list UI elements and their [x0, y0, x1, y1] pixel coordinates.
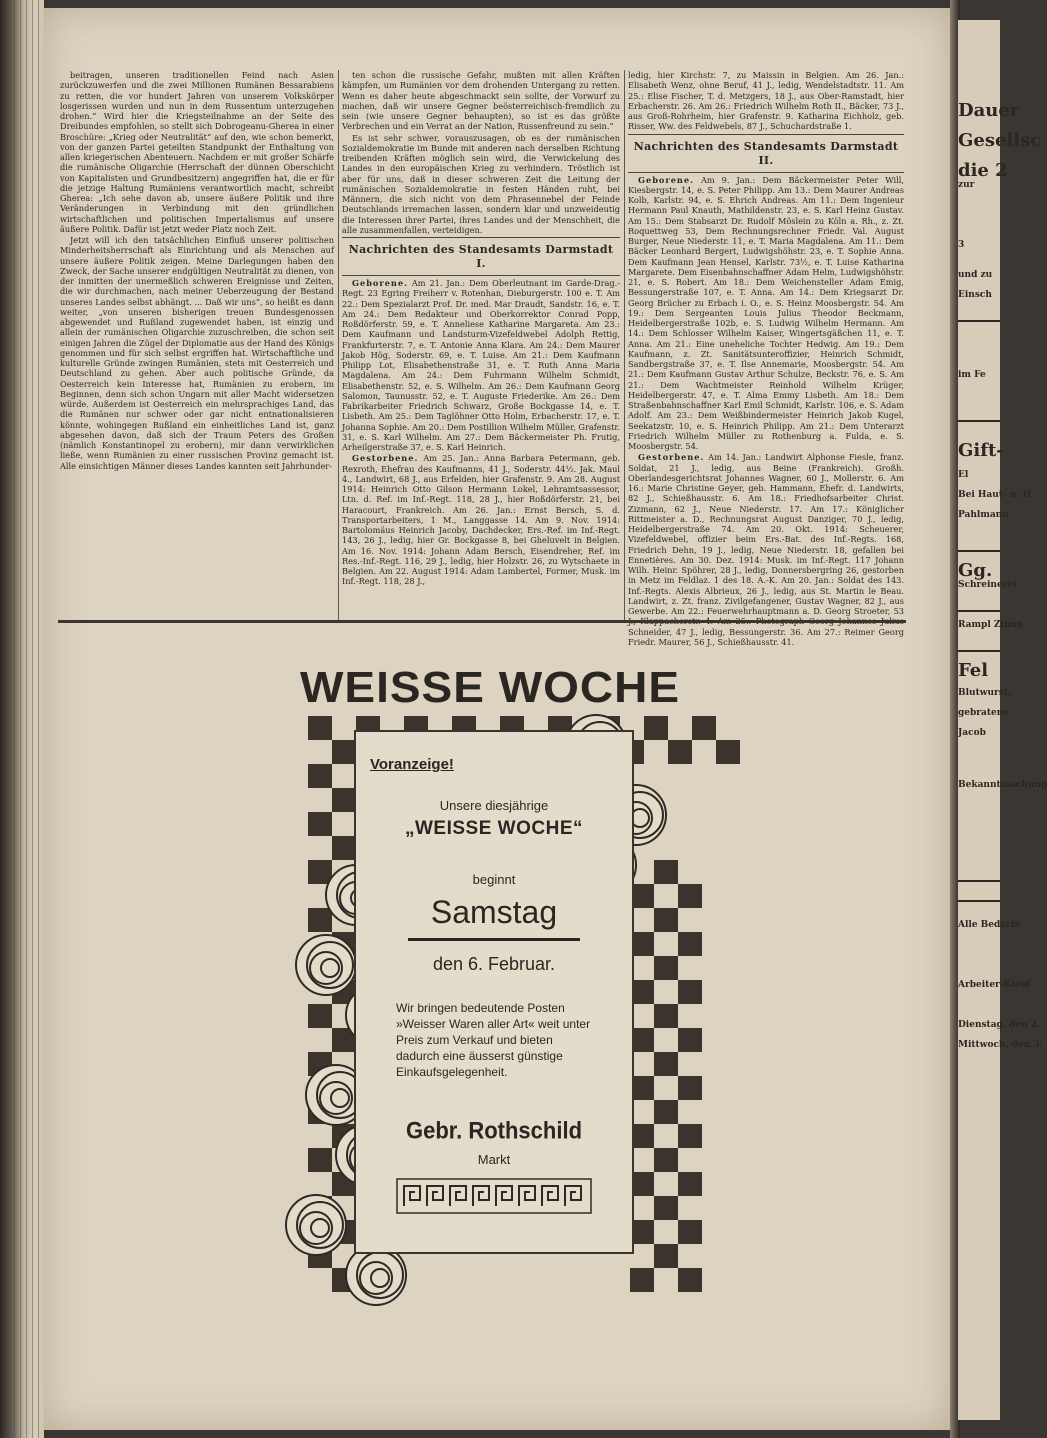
adjacent-page-fragment: Bekanntmachung [958, 780, 1047, 790]
adjacent-page-fragment: Gg. [958, 560, 993, 581]
adjacent-page-rule [958, 900, 1000, 902]
ad-preannouncement: Voranzeige! [370, 756, 454, 773]
article-column-3 [628, 70, 904, 647]
adjacent-page-fragment: Pahlmann [958, 510, 1009, 520]
adjacent-page-fragment: El [958, 470, 969, 480]
adjacent-page-fragment: Schreinerei [958, 580, 1017, 590]
article-column-2 [342, 70, 620, 620]
adjacent-page-fragment: Alle Bedarfs [958, 920, 1020, 930]
births-list: Am 9. Jan.: Dem Bäckermeister Peter Will, Kiesbergstr. 14, e. S. Peter Philipp. Am 13.: Dem Maurer Andreas Kolb, Karlstr. 94, e. S. Ehrich Andreas. Am 11.: Dem Ingenieur Hermann Paul Knauth, Mathildenstr. 23, e. S. Karl Heinz Gustav. Am 15.: Dem Stabsarzt Dr. Rudolf Möslein zu Köln a. Rh., z. Zt. Roquettweg 53, Dem Rechnungsrechner Friedr. Val. August Burger, Neue Niederstr. 11, e. T. Maria Magdalena. Am 11.: Dem Bäcker Leonhard Bergert, Ludwigshöhstr. 23, e. T. Sophie Anna. Dem Kaufmann Jean Hensel, Karlstr. 73½, e. T. Luise Katharina Margarete. Dem Eisenbahnschaffner Adam Helm, Ludwigshöhstr. 21, e. S. Robert. Am 18.: Dem Weichensteller Adam Emig, Bessungerstraße 107, e. T. Anna. Am 14.: Dem Kriegsarzt Dr. Georg Brücher zu Erbach i. O., e. S. Heinz Moosbergstr. 54. Am 19.: Dem Sergeanten Louis Julius Theodor Beckmann, Heidelbergerstraße 102b, e. S. Ludwig Wilhelm Hermann. Am 14.: Dem Schlosser Wilhelm Kaiser, Wingertsgäßchen 11, e. T. Anna. Am 21.: Eine uneheliche Tochter Hedwig. Am 19.: Dem Kaufmann, z. Zt. Sanitätsunteroffizier, Heinrich Schmidt, Sandbergstraße 37, e. T. Ilse Annemarie, Moosbergstr. 54. Am 21.: Dem Kaufmann Gustav Arthur Schulze, Beckstr. 76, e. S. Am 21.: Dem Wachtmeister Reinhold Wilhelm Krüger, Heidelbergerstr. 47, e. T. Alma Emmy Lisbeth. Am 18.: Dem Straßenbahnschaffner Karl Emil Schmidt, Karlstr. 106, e. S. Adam Adolf. Am 23.: Dem Weißbindermeister Heinrich Jakob Kugel, Seekatzstr. 10, e. S. Heinrich Philipp. Am 21.: Dem Unterarzt Friedrich Wilhelm Müller zu Rothenburg a. Fulda, e. S. Moosbergstr. 54. [628, 174, 904, 451]
adjacent-page-fragment: Gift- [958, 440, 1004, 461]
ad-title: WEISSE WOCHE [299, 662, 681, 712]
article-column-1 [60, 70, 334, 620]
adjacent-page-fragment: Einsch [958, 290, 992, 300]
adjacent-page-fragment: und zu [958, 270, 993, 280]
births-label: Geborene. [638, 174, 694, 185]
deaths-label: Gestorbene. [638, 452, 705, 463]
section-heading-standesamt-1: Nachrichten des Standesamts Darmstadt I. [348, 243, 614, 270]
births-label: Geborene. [352, 278, 408, 288]
ad-event-name: „WEISSE WOCHE“ [404, 818, 583, 839]
book-binding [0, 0, 44, 1438]
adjacent-page-fragment: die 2 [958, 160, 1008, 181]
section-heading-standesamt-2: Nachrichten des Standesamts Darmstadt II. [633, 139, 899, 167]
adjacent-page-rule [958, 320, 1000, 322]
adjacent-page-fragment: im Fe [958, 370, 986, 380]
ad-day: Samstag [430, 894, 558, 930]
adjacent-page-rule [958, 650, 1000, 652]
adjacent-page-fragment: Blutwurst, [958, 688, 1012, 698]
adjacent-page-rule [958, 550, 1000, 552]
adjacent-page-rule [958, 610, 1000, 612]
section-rule [628, 134, 904, 135]
page-rule [58, 620, 906, 623]
adjacent-page-fragment: 3 [958, 240, 965, 250]
adjacent-page-rule [958, 420, 1000, 422]
adjacent-page-fragment: Fel [958, 660, 989, 681]
adjacent-page-fragment: Mittwoch, den 3. [958, 1040, 1043, 1050]
column-divider [338, 70, 339, 622]
adjacent-page-fragment: Dienstag, den 2. [958, 1020, 1041, 1030]
section-rule [628, 172, 904, 173]
section-rule [342, 275, 620, 276]
ad-panel [354, 730, 634, 1254]
births-list: Am 21. Jan.: Dem Oberleutnant im Garde-Drag.-Regt. 23 Egring Freiherr v. Rotenhan, Dieburgerstr. 100 e. T. Am 22.: Dem Spezialarzt Prof. Dr. med. Mar Draudt, Sandstr. 16, e. T. Am 24.: Dem Redakteur und Oberkorrektor Conrad Popp, Roßdörferstr. 59, e. T. Anneliese Katharine Margareta. Am 23.: Dem Kaufmann und Landsturm-Vizefeldwebel Adolph Rettig, Frankfurterstr. 7, e. T. Antonie Anna Klara. Am 24.: Dem Maurer Jakob Hög, Soderstr. 69, e. T. Luise. Am 21.: Dem Kaufmann Philipp Lot, Elisabethenstraße 31, e. T. Ruth Anna Maria Magdalena. Am 24.: Dem Fuhrmann Wilhelm Schmidt, Elisabethenstr. 52, e. S. Wilhelm. Am 26.: Dem Kaufmann Georg Salomon, Taunusstr. 52, e. T. Auguste Friederike. Am 26.: Dem Fabrikarbeiter Friedrich Schwarz, Große Bockgasse 14, e. T. Lisbeth. Am 25.: Dem Taglöhner Otto Holm, Erbacherstr. 17, e. T. Johanna Sophie. Am 20.: Dem Postillion Wilhelm Müller, Grafenstr. 31, e. S. Karl Wilhelm. Am 27.: Dem Bäckermeister Ph. Frutig, Arheilgerstraße 37, e. S. Karl Heinrich. [342, 278, 620, 452]
column-divider [624, 70, 625, 622]
section-rule [342, 237, 620, 238]
adjacent-page-fragment: Dauer [958, 100, 1020, 121]
deaths-list: Am 14. Jan.: Landwirt Alphonse Fiesle, franz. Soldat, 21 J., ledig, aus Beine (Frankreich). Großh. Oberlandesgerichtsrat Johannes Wagner, 60 J., Mollerstr. 6. Am 16.: Marie Christine Geyer, geb. Hammann, Ehefr. d. Landwirts, 82 J., Schießhausstr. 6. Am 18.: Friedhofsarbeiter Christ. Zizmann, 62 J., Neue Niederstr. 17. Am 17.: Königlicher Rittmeister a. D., Rechnungsrat August Danziger, 70 J., ledig, Heidelbergerstraße 74. Am 20. Okt. 1914: Scheuerer, Vizefeldwebel, offizier beim Ers.-Bat. des Inf.-Regts. 168, Friedrich Dehn, 19 J., ledig, Neue Niederstr. 18, gefallen bei Ennetières. Am 30. Dez. 1914: Musk. im Inf.-Regt. 117 Johann Wilh. Heinr. Spöhrer, 28 J., ledig, Donnersbergring 26, gestorben in Metz im Feldlaz. 1 des 18. A.-K. Am 20. Jan.: Soldat des 143. Inf.-Regts. Alexis Albrieux, 26 J., ledig, aus St. Martin le Beau. Landwirt, z. Zt. franz. Zivilgefangener, Gustav Wagner, 82 J., aus Gewerbe. Am 22.: Feuerwehrhauptmann a. D. Georg Stroeter, 53 Schneider, 47 J., ledig, Bessungerstr. 36. Am 27.: Reimer Georg Friedr. Maurer, 56 J., Schießhausstr. 41. [628, 452, 904, 647]
adjacent-page-fragment: Bei Haut- u. H [958, 490, 1032, 500]
article-paragraph: Es ist sehr schwer, vorauszusagen, ob es der rumänischen Sozialdemokratie im Bunde mit anderen nach derselben Richtung treibenden Kräften möglich sein wird, die Verwickelung des Landes in den europäischen Krieg zu verhindern. Tröstlich ist aber für uns, daß in dieser schweren Zeit die Leitung der rumänischen Sozialdemokratie in festen Händen ruht, bei Männern, die sich nicht von dem Phrasennebel der Feinde Deutschlands irremachen lassen, sondern klar und unzweideutig die Interessen ihrer Partei, ihres Landes und der Menschheit, die alle zusammenfallen, verteidigen. [342, 132, 620, 235]
ad-line: beginnt [472, 872, 516, 887]
adjacent-page [958, 20, 1047, 1420]
article-paragraph: ten schon die russische Gefahr, mußten mit allen Kräften kämpfen, um Rumänien vor dem drohenden Untergang zu retten. Wenn es daher heute abgeschmackt sein sollte, der Vorwurf zu machen, daß wir unsere Gegner beösterreichisch-fremdlich zu sein (wie unsere Gegner behaupten), so ist es das größte Verbrechen und ein Verrat an der Nation, Russenfreund zu sein.“ [342, 70, 620, 132]
adjacent-page-rule [958, 880, 1000, 882]
adjacent-page-fragment: Jacob [958, 728, 986, 738]
greek-key-ornament [396, 1178, 592, 1214]
ad-date: den 6. Februar. [432, 954, 556, 974]
deaths-list: Am 25. Jan.: Anna Barbara Petermann, geb. Rexroth, Ehefrau des Kaufmanns, 41 J., Soderstr. 44½. Jak. Maul 4., Landwirt, 68 J., aus Erfelden, hier Grafenstr. 9. Am 28. August 1914: Heinrich Otto Gilson Hermann Lokel, Lehramtsassessor, Ltn. d. Ref. im Inf.-Regt. 118, 28 J., hier Roßdörferstr. 21, bei Haracourt, Frankreich. Am 26. Jan.: Ernst Bersch, S. d. Transportarbeiters, 1 M., Langgasse 14. Am 9. Nov. 1914: Bartolomäus Heinrich Jacoby, Dachdecker, Ers.-Ref. im Inf.-Regt. 143, 26 J., ledig, hier Gr. Bockgasse 8, bei Gheluvelt in Belgien. Am 16. Nov. 1914: Johann Adam Bersch, Eisendreher, Ref. im Res.-Inf.-Regt. 116, 29 J., ledig, hier Holzstr. 26, zu Wytschaete in Belgien. Am 22. August 1914: Adam Lambertel, Former, Musk. im Inf.-Regt. 118, 28 J., [342, 453, 620, 587]
article-paragraph: Jetzt will ich den tatsächlichen Einfluß unserer politischen Minderheitsherrschaft als Einrichtung und als Menschen auf unsere äußere Politik zeigen. Meine Darlegungen haben den Zweck, der Sache unserer endgültigen Neutralität zu dienen, von der inmitten der unermeßlich schweren Ereignisse und Zeiten, die wir durchmachen, nach meiner Ueberzeugung der Bestand unseres Landes selbst abhängt. ... Daß wir uns“, so heißt es dann weiter, „von unseren bisherigen treuen Bundesgenossen abgewendet und Rußland zugewendet haben, ist einzig und allein der rumänischen Oligarchie zuzuschreiben, die schon seit einigen Jahren die Zügel der Diplomatie aus der Hand des Königs genommen und für sich selbst ergriffen hat. Wirtschaftliche und kulturelle Gründe zwingen Rumänien, stets mit Oesterreich und Deutschland zu gehen. Aber auch politische Gründe, da Oesterreich kein Interesse hat, Rumänien zu erobern, im Beginnen, denn sich schon Ungarn mit aller Macht widersetzen würde. Außerdem ist Oesterreich ein mehrsprachiges Land, das die Rumänen nur schwer oder gar nicht entnationalisieren könnte, wohingegen Rußland ein einheitliches Land ist, ganz abgesehen davon, daß sich der Traum Peters des Großen (nämlich Konstantinopel zu erobern), mir dann verwirklichen ließe, wenn Rumänien zu einer russischen Provinz gemacht ist. Alle einsichtigen Männer dieses Landes kannten seit Jahrhunder- [60, 235, 334, 471]
ad-line: Unsere diesjährige [439, 798, 549, 813]
adjacent-page-fragment: Gesellsc [958, 130, 1042, 151]
ad-body: Wir bringen bedeutende Posten »Weisser Waren aller Art« weit unter Preis zum Verkauf und bieten dadurch eine äusserst günstige Einkaufsgelegenheit. [396, 1001, 591, 1079]
article-paragraph: ledig, hier Kirchstr. 7, zu Maissin in Belgien. Am 26. Jan.: Elisabeth Wenz, ohne Beruf, 41 J., ledig, Wendelstadtstr. 11. Am 25.: Elise Fischer, T. d. Metzgers, 18 J., aus Ober-Ramstadt, hier Erbacherstr. 26. Am 26.: Friedrich Wilhelm Roth II., Bäcker, 73 J., aus Groß-Rohrheim, hier Grafenstr. 9. Katharina Eichholz, geb. Risser, Ww. des Feldwebels, 87 J., Schuchardstraße 1. [628, 70, 904, 132]
ad-underline [408, 938, 580, 941]
adjacent-page-fragment: zur [958, 180, 975, 190]
adjacent-page-fragment: gebratene [958, 708, 1010, 718]
adjacent-page-fragment: Arbeiter-Kleid [958, 980, 1031, 990]
deaths-label: Gestorbene. [352, 453, 419, 464]
ad-firm: Gebr. Rothschild [405, 1116, 583, 1145]
article-paragraph: beitragen, unseren traditionellen Feind nach Asien zurückzuwerfen und die zwei Millionen Rumänen Bessarabiens zu retten, die vor hundert Jahren von unserem Volkskörper losgerissen wurden und nun in dem Russentum unterzugehen drohen.“ Wird hier die Kriegsteilnahme an der Seite des Dreibundes empfohlen, so stellt sich Dobrogeanu-Gherea in einer Broschüre: „Krieg oder Neutralität“ auf den, wie schon bemerkt, von der ganzen Partei geteilten Standpunkt der Enthaltung von allen kriegerischen Abenteuern. Nachdem er mit großer Schärfe die rumänische Oligarchie (Herrschaft der dünnen Oberschicht von Kapitalisten und Grundbesitzern) angegriffen hat, die er für die jetzige Haltung Rumäniens verantwortlich macht, schreibt Gherea: „Ich sehe davon ab, unsere äußere Politik und ihre Veränderungen in Verbindung mit den gründlichen wirtschaftlichen und politischen Imperialismus auf unsere äußere Politik. Dafür ist jetzt weder Platz noch Zeit. [60, 70, 334, 234]
ad-place: Markt [477, 1152, 511, 1167]
adjacent-page-fragment: Rampl Zimm [958, 620, 1023, 630]
